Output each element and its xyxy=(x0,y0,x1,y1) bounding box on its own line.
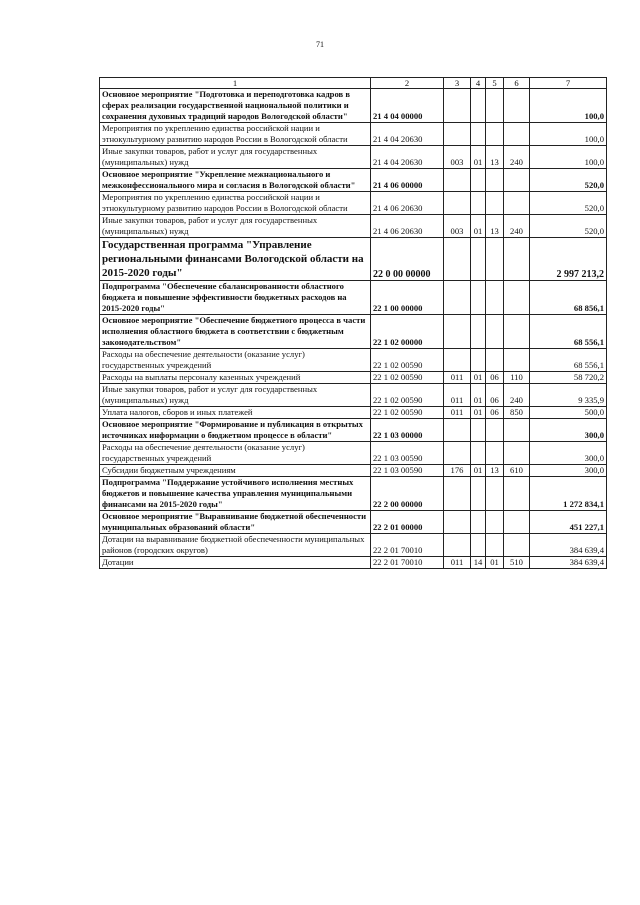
target-code-cell: 22 2 01 70010 xyxy=(371,534,444,557)
item-name-cell: Расходы на обеспечение деятельности (оказание услуг) государственных учреждений xyxy=(100,442,371,465)
code-col5-cell: 06 xyxy=(486,372,504,384)
table-row xyxy=(100,534,607,557)
code-col3-cell: 011 xyxy=(444,407,471,419)
code-col3-cell: 176 xyxy=(444,465,471,477)
amount-cell: 300,0 xyxy=(530,442,607,465)
code-col3-cell xyxy=(444,534,471,557)
header-cell: 6 xyxy=(504,78,530,89)
item-name-cell: Иные закупки товаров, работ и услуг для государственных (муниципальных) нужд xyxy=(100,384,371,407)
code-col4-cell: 01 xyxy=(471,146,486,169)
code-col3-cell xyxy=(444,192,471,215)
code-col4-cell xyxy=(471,169,486,192)
code-col4-cell xyxy=(471,281,486,315)
table-row xyxy=(100,419,607,442)
amount-cell: 520,0 xyxy=(530,192,607,215)
code-col5-cell xyxy=(486,123,504,146)
amount-cell: 1 272 834,1 xyxy=(530,477,607,511)
item-name-cell: Уплата налогов, сборов и иных платежей xyxy=(100,407,371,419)
code-col6-cell xyxy=(504,419,530,442)
amount-cell: 451 227,1 xyxy=(530,511,607,534)
code-col5-cell xyxy=(486,534,504,557)
amount-cell: 2 997 213,2 xyxy=(530,238,607,281)
item-name-cell: Дотации xyxy=(100,557,371,569)
code-col5-cell xyxy=(486,281,504,315)
code-col3-cell xyxy=(444,238,471,281)
code-col3-cell xyxy=(444,281,471,315)
table-row xyxy=(100,349,607,372)
amount-cell: 100,0 xyxy=(530,146,607,169)
item-name-cell: Субсидии бюджетным учреждениям xyxy=(100,465,371,477)
amount-cell: 500,0 xyxy=(530,407,607,419)
amount-cell: 300,0 xyxy=(530,465,607,477)
code-col3-cell: 003 xyxy=(444,215,471,238)
table-row xyxy=(100,557,607,569)
table-row xyxy=(100,215,607,238)
item-name-cell: Подпрограмма "Обеспечение сбалансированности областного бюджета и повышение эффективности бюджетных расходов на 2015-2020 годы" xyxy=(100,281,371,315)
amount-cell: 300,0 xyxy=(530,419,607,442)
amount-cell: 68 556,1 xyxy=(530,349,607,372)
code-col3-cell xyxy=(444,477,471,511)
code-col4-cell: 01 xyxy=(471,384,486,407)
page-number: 71 xyxy=(316,40,324,49)
header-cell: 7 xyxy=(530,78,607,89)
header-cell: 4 xyxy=(471,78,486,89)
code-col6-cell xyxy=(504,192,530,215)
table-row xyxy=(100,511,607,534)
item-name-cell: Основное мероприятие "Выравнивание бюджетной обеспеченности муниципальных образований области" xyxy=(100,511,371,534)
code-col4-cell: 01 xyxy=(471,215,486,238)
code-col5-cell xyxy=(486,89,504,123)
code-col3-cell xyxy=(444,511,471,534)
code-col4-cell xyxy=(471,511,486,534)
code-col4-cell xyxy=(471,123,486,146)
item-name-cell: Дотации на выравнивание бюджетной обеспеченности муниципальных районов (городских округов) xyxy=(100,534,371,557)
target-code-cell: 21 4 04 20630 xyxy=(371,146,444,169)
table-row xyxy=(100,192,607,215)
code-col3-cell xyxy=(444,315,471,349)
item-name-cell: Основное мероприятие "Обеспечение бюджетного процесса в части исполнения областного бюджета в соответствии с бюджетным законодательством" xyxy=(100,315,371,349)
target-code-cell: 22 1 02 00590 xyxy=(371,349,444,372)
amount-cell: 384 639,4 xyxy=(530,557,607,569)
item-name-cell: Основное мероприятие "Укрепление межнационального и межконфессионального мира и согласия в Вологодской области" xyxy=(100,169,371,192)
table-row xyxy=(100,89,607,123)
code-col4-cell: 01 xyxy=(471,372,486,384)
code-col6-cell xyxy=(504,534,530,557)
header-cell: 2 xyxy=(371,78,444,89)
code-col4-cell: 01 xyxy=(471,465,486,477)
code-col6-cell: 240 xyxy=(504,215,530,238)
code-col6-cell: 240 xyxy=(504,146,530,169)
item-name-cell: Мероприятия по укреплению единства российской нации и этнокультурному развитию народов России в Вологодской области xyxy=(100,123,371,146)
table-row xyxy=(100,123,607,146)
code-col5-cell: 01 xyxy=(486,557,504,569)
code-col5-cell: 13 xyxy=(486,146,504,169)
code-col5-cell xyxy=(486,419,504,442)
item-name-cell: Расходы на выплаты персоналу казенных учреждений xyxy=(100,372,371,384)
code-col4-cell xyxy=(471,349,486,372)
code-col6-cell: 240 xyxy=(504,384,530,407)
code-col3-cell xyxy=(444,442,471,465)
code-col6-cell xyxy=(504,89,530,123)
code-col6-cell xyxy=(504,123,530,146)
target-code-cell: 21 4 04 20630 xyxy=(371,123,444,146)
item-name-cell: Государственная программа "Управление региональными финансами Вологодской области на 2015-2020 годы" xyxy=(100,238,371,281)
amount-cell: 68 556,1 xyxy=(530,315,607,349)
code-col5-cell xyxy=(486,477,504,511)
amount-cell: 68 856,1 xyxy=(530,281,607,315)
code-col5-cell: 06 xyxy=(486,407,504,419)
table-row xyxy=(100,465,607,477)
code-col5-cell: 13 xyxy=(486,465,504,477)
code-col6-cell: 850 xyxy=(504,407,530,419)
header-cell: 5 xyxy=(486,78,504,89)
code-col4-cell: 14 xyxy=(471,557,486,569)
code-col4-cell: 01 xyxy=(471,407,486,419)
code-col5-cell xyxy=(486,169,504,192)
code-col6-cell xyxy=(504,477,530,511)
budget-table xyxy=(99,77,607,569)
target-code-cell: 22 1 02 00590 xyxy=(371,372,444,384)
table-row xyxy=(100,384,607,407)
code-col6-cell: 110 xyxy=(504,372,530,384)
target-code-cell: 22 2 01 00000 xyxy=(371,511,444,534)
target-code-cell: 21 4 06 00000 xyxy=(371,169,444,192)
code-col6-cell xyxy=(504,349,530,372)
table-header-row xyxy=(100,78,607,89)
code-col3-cell: 011 xyxy=(444,384,471,407)
item-name-cell: Подпрограмма "Поддержание устойчивого исполнения местных бюджетов и повышение качества управления муниципальными финансами на 2015-2020 годы" xyxy=(100,477,371,511)
code-col3-cell: 011 xyxy=(444,372,471,384)
item-name-cell: Основное мероприятие "Подготовка и переподготовка кадров в сферах реализации государственной национальной политики и сохранения духовных традиций народов Вологодской области" xyxy=(100,89,371,123)
code-col5-cell xyxy=(486,349,504,372)
code-col4-cell xyxy=(471,238,486,281)
code-col5-cell xyxy=(486,442,504,465)
code-col6-cell xyxy=(504,315,530,349)
table-row xyxy=(100,146,607,169)
code-col5-cell xyxy=(486,511,504,534)
target-code-cell: 21 4 06 20630 xyxy=(371,192,444,215)
item-name-cell: Мероприятия по укреплению единства российской нации и этнокультурному развитию народов России в Вологодской области xyxy=(100,192,371,215)
table-row xyxy=(100,442,607,465)
code-col6-cell xyxy=(504,238,530,281)
code-col4-cell xyxy=(471,315,486,349)
table-row xyxy=(100,315,607,349)
table-row xyxy=(100,238,607,281)
code-col4-cell xyxy=(471,192,486,215)
target-code-cell: 21 4 06 20630 xyxy=(371,215,444,238)
code-col3-cell xyxy=(444,89,471,123)
target-code-cell: 21 4 04 00000 xyxy=(371,89,444,123)
target-code-cell: 22 0 00 00000 xyxy=(371,238,444,281)
code-col4-cell xyxy=(471,442,486,465)
amount-cell: 9 335,9 xyxy=(530,384,607,407)
amount-cell: 384 639,4 xyxy=(530,534,607,557)
code-col6-cell xyxy=(504,442,530,465)
code-col6-cell xyxy=(504,511,530,534)
target-code-cell: 22 2 00 00000 xyxy=(371,477,444,511)
code-col4-cell xyxy=(471,477,486,511)
amount-cell: 100,0 xyxy=(530,89,607,123)
code-col4-cell xyxy=(471,419,486,442)
target-code-cell: 22 1 02 00590 xyxy=(371,384,444,407)
item-name-cell: Иные закупки товаров, работ и услуг для государственных (муниципальных) нужд xyxy=(100,146,371,169)
code-col5-cell: 06 xyxy=(486,384,504,407)
target-code-cell: 22 1 00 00000 xyxy=(371,281,444,315)
code-col3-cell: 011 xyxy=(444,557,471,569)
target-code-cell: 22 2 01 70010 xyxy=(371,557,444,569)
table-row xyxy=(100,169,607,192)
code-col5-cell xyxy=(486,238,504,281)
code-col3-cell xyxy=(444,419,471,442)
amount-cell: 100,0 xyxy=(530,123,607,146)
table-row xyxy=(100,477,607,511)
target-code-cell: 22 1 03 00590 xyxy=(371,465,444,477)
header-cell: 3 xyxy=(444,78,471,89)
target-code-cell: 22 1 03 00590 xyxy=(371,442,444,465)
code-col3-cell xyxy=(444,123,471,146)
code-col3-cell: 003 xyxy=(444,146,471,169)
target-code-cell: 22 1 03 00000 xyxy=(371,419,444,442)
header-cell: 1 xyxy=(100,78,371,89)
code-col5-cell xyxy=(486,192,504,215)
amount-cell: 520,0 xyxy=(530,169,607,192)
code-col5-cell xyxy=(486,315,504,349)
table-row xyxy=(100,281,607,315)
code-col6-cell xyxy=(504,169,530,192)
code-col5-cell: 13 xyxy=(486,215,504,238)
target-code-cell: 22 1 02 00000 xyxy=(371,315,444,349)
table-row xyxy=(100,372,607,384)
code-col4-cell xyxy=(471,89,486,123)
amount-cell: 520,0 xyxy=(530,215,607,238)
code-col6-cell: 610 xyxy=(504,465,530,477)
amount-cell: 58 720,2 xyxy=(530,372,607,384)
target-code-cell: 22 1 02 00590 xyxy=(371,407,444,419)
code-col4-cell xyxy=(471,534,486,557)
code-col6-cell: 510 xyxy=(504,557,530,569)
code-col3-cell xyxy=(444,349,471,372)
item-name-cell: Основное мероприятие "Формирование и публикация в открытых источниках информации о бюджетном процессе в области" xyxy=(100,419,371,442)
item-name-cell: Иные закупки товаров, работ и услуг для государственных (муниципальных) нужд xyxy=(100,215,371,238)
code-col6-cell xyxy=(504,281,530,315)
table-row xyxy=(100,407,607,419)
code-col3-cell xyxy=(444,169,471,192)
item-name-cell: Расходы на обеспечение деятельности (оказание услуг) государственных учреждений xyxy=(100,349,371,372)
